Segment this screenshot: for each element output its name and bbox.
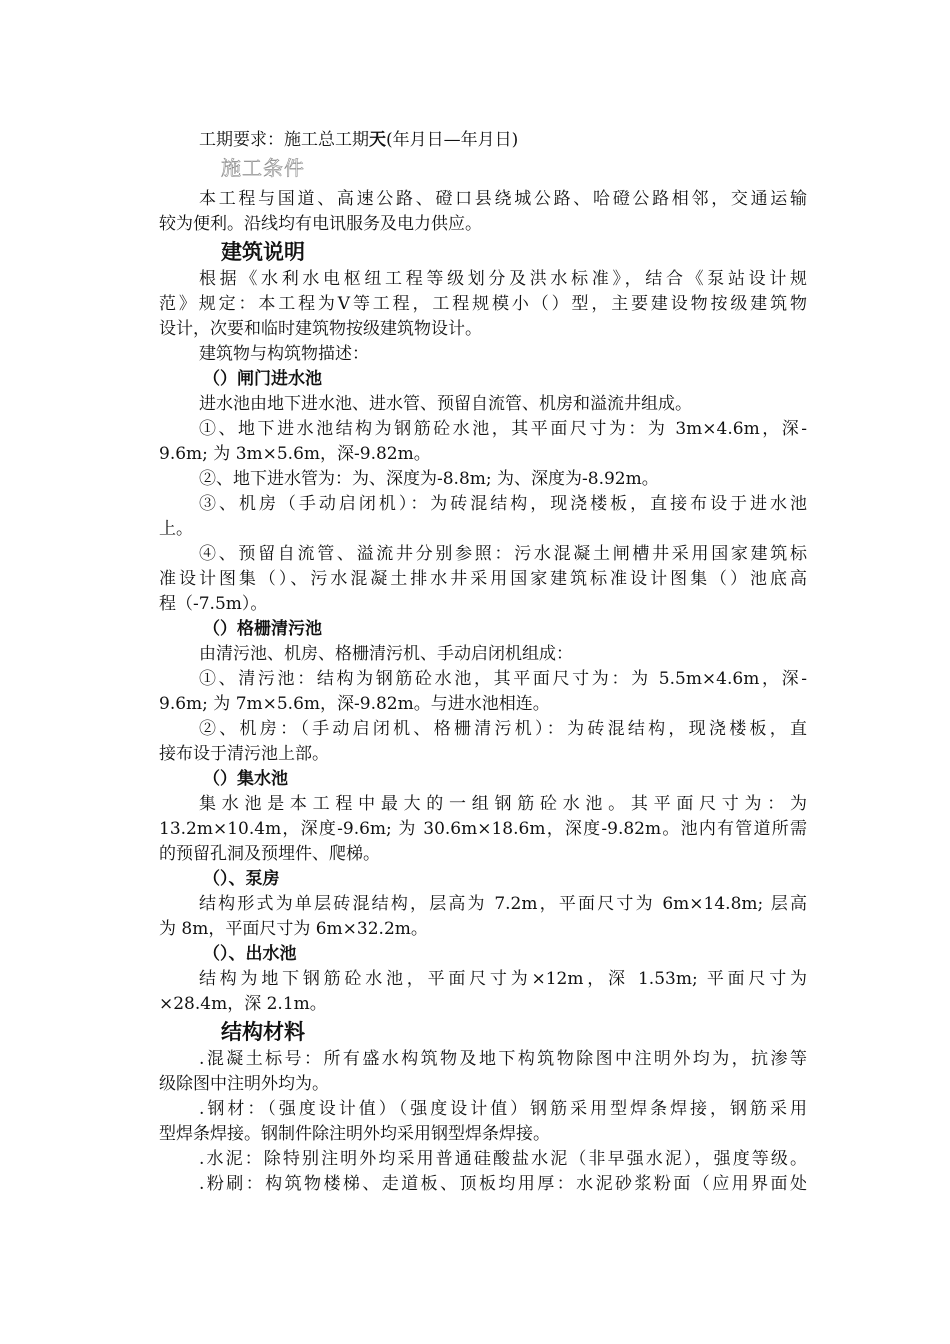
schedule-bold: 天: [369, 130, 386, 150]
outlet-line: 结构为地下钢筋砼水池，平面尺寸为×12m，深 1.53m; 平面尺寸为: [199, 969, 807, 989]
inlet-line: ②、地下进水管为：为、深度为-8.8m; 为、深度为-8.92m。: [199, 469, 659, 489]
inlet-line: ①、地下进水池结构为钢筋砼水池，其平面尺寸为：为 3m×4.6m，深-: [199, 419, 807, 439]
materials-line: .混凝土标号：所有盛水构筑物及地下构筑物除图中注明外均为，抗渗等: [199, 1049, 807, 1069]
conditions-line: 较为便利。沿线均有电讯服务及电力供应。: [159, 214, 482, 234]
inlet-line: ④、预留自流管、溢流井分别参照：污水混凝土闸槽井采用国家建筑标: [199, 544, 807, 564]
building-heading: 建筑说明: [221, 239, 305, 264]
conditions-line: 本工程与国道、高速公路、磴口县绕城公路、哈磴公路相邻，交通运输: [199, 189, 807, 209]
inlet-heading: （）闸门进水池: [203, 369, 322, 389]
materials-heading: 结构材料: [221, 1019, 305, 1044]
sump-heading: （）集水池: [203, 769, 288, 789]
inlet-line: 9.6m; 为 3m×5.6m，深-9.82m。: [159, 444, 431, 464]
outlet-heading: （）、出水池: [203, 944, 297, 964]
conditions-heading: 施工条件: [221, 156, 305, 180]
inlet-line: 程（-7.5m）。: [159, 594, 268, 614]
building-intro-line: 建筑物与构筑物描述：: [199, 344, 369, 364]
screen-heading: （）格栅清污池: [203, 619, 322, 639]
schedule-suffix: (年月日—年月日): [386, 130, 519, 150]
materials-line: 型焊条焊接。钢制件除注明外均采用钢型焊条焊接。: [159, 1124, 550, 1144]
inlet-line: 上。: [159, 519, 193, 539]
schedule-prefix: 工期要求：施工总工期: [199, 130, 369, 150]
materials-line: .粉刷：构筑物楼梯、走道板、顶板均用厚：水泥砂浆粉面（应用界面处: [199, 1174, 807, 1194]
screen-line: 接布设于清污池上部。: [159, 744, 329, 764]
pumphouse-line: 为 8m，平面尺寸为 6m×32.2m。: [159, 919, 428, 939]
building-intro-line: 范》规定：本工程为Ⅴ等工程，工程规模小（）型，主要建设物按级建筑物: [159, 294, 807, 314]
inlet-line: 进水池由地下进水池、进水管、预留自流管、机房和溢流井组成。: [199, 394, 692, 414]
document-page: [159, 128, 807, 1197]
building-intro-line: 根据《水利水电枢纽工程等级划分及洪水标准》，结合《泵站设计规: [199, 269, 807, 289]
screen-line: ②、机房：（手动启闭机、格栅清污机）：为砖混结构，现浇楼板，直: [199, 719, 807, 739]
sump-line: 集水池是本工程中最大的一组钢筋砼水池。其平面尺寸为：为: [199, 794, 807, 814]
screen-line: 9.6m; 为 7m×5.6m，深-9.82m。与进水池相连。: [159, 694, 550, 714]
sump-line: 的预留孔洞及预埋件、爬梯。: [159, 844, 380, 864]
materials-line: .钢材：（强度设计值）（强度设计值）钢筋采用型焊条焊接，钢筋采用: [199, 1099, 807, 1119]
screen-line: ①、清污池：结构为钢筋砼水池，其平面尺寸为：为 5.5m×4.6m，深-: [199, 669, 807, 689]
screen-line: 由清污池、机房、格栅清污机、手动启闭机组成：: [199, 644, 573, 664]
inlet-line: ③、机房（手动启闭机）：为砖混结构，现浇楼板，直接布设于进水池: [199, 494, 807, 514]
materials-line: .水泥：除特别注明外均采用普通硅酸盐水泥（非早强水泥），强度等级。: [199, 1149, 807, 1169]
materials-line: 级除图中注明外均为。: [159, 1074, 329, 1094]
inlet-line: 准设计图集（）、污水混凝土排水井采用国家建筑标准设计图集（）池底高: [159, 569, 807, 589]
pumphouse-line: 结构形式为单层砖混结构，层高为 7.2m，平面尺寸为 6m×14.8m; 层高: [199, 894, 807, 914]
outlet-line: ×28.4m，深 2.1m。: [159, 994, 327, 1014]
sump-line: 13.2m×10.4m，深度-9.6m; 为 30.6m×18.6m，深度-9.82m。池内有管道所需: [159, 819, 807, 839]
pumphouse-heading: （）、泵房: [203, 869, 280, 889]
building-intro-line: 设计，次要和临时建筑物按级建筑物设计。: [159, 319, 482, 339]
schedule-line: [159, 128, 807, 153]
